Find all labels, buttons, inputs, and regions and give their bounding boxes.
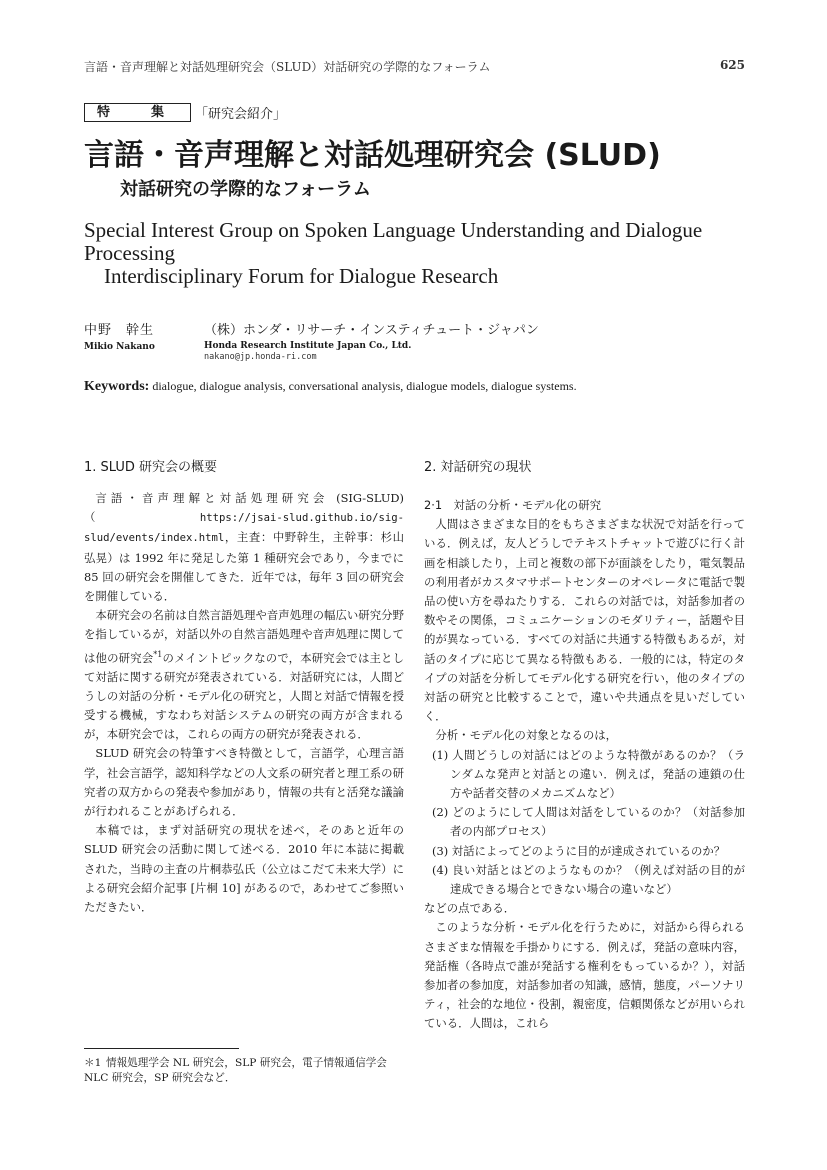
- paragraph: 人間はさまざまな目的をもちさまざまな状況で対話を行っている．例えば，友人どうしでテキストチャットで遊びに行く計画を相談したり，上司と複数の部下が面談をしたり，電気製品の利用者がカスタマサポートセンターのオペレータに電話で製品の使い方を尋ねたりする．これらの対話では，対話参加者の数やその関係，コミュニケーションのモダリティー，話題や目的が異なっている．すべての対話に共通する特徴もあるが，対話のタイプに応じて異なる特徴もある．一般的には，特定のタイプの対話を分析してモデル化する研究を行い，他のタイプの対話の研究と比較することで，違いや共通点を見いだしていく．: [424, 517, 745, 724]
- paragraph: SLUD 研究会の特筆すべき特徴として，言語学，心理言語学，社会言語学，認知科学などの人文系の研究者と理工系の研究者の双方からの発表や参加があり，情報の共有と活発な議論が行われることがあげられる．: [84, 746, 404, 819]
- footnote-text: 情報処理学会 NL 研究会，SLP 研究会，電子情報通信学会 NLC 研究会，SP 研究会など．: [84, 1057, 387, 1084]
- footnote-marker: *1: [153, 649, 163, 659]
- paragraph: [84, 606, 404, 744]
- text-span: のメイントピックなので，本研究会では主として対話に関する研究が発表されている．対話研究には，人間どうしの対話の分析・モデル化の研究と，人間と対話で情報を授受する機械，すなわち対話システムの研究の両方が含まれるが，本研究会では，これらの両方の研究が発表される．: [84, 650, 404, 742]
- feature-category: 「研究会紹介」: [195, 107, 287, 122]
- paragraph: [84, 489, 404, 606]
- title-english: [84, 219, 744, 288]
- subtitle-japanese: 対話研究の学際的なフォーラム: [120, 179, 371, 200]
- section-1-heading: 1. SLUD 研究会の概要: [84, 460, 218, 475]
- affiliation-english: Honda Research Institute Japan Co., Ltd.: [204, 341, 412, 351]
- column-right: [424, 496, 745, 1034]
- list-item: (2) どのようにして人間は対話をしているのか？（対話参加者の内部プロセス）: [432, 805, 745, 839]
- footnote-mark: ＊1: [84, 1057, 102, 1069]
- author-name-english: Mikio Nakano: [84, 342, 155, 352]
- text-span: ，主査：中野幹生，主幹事：杉山弘晃）は 1992 年に発足した第 1 種研究会であり，今までに 85 回の研究会を開催してきた．近年では，毎年 3 回の研究会を開催している．: [84, 530, 404, 604]
- feature-tag: [84, 103, 286, 122]
- feature-label: 特 集: [84, 103, 191, 122]
- keywords-text: dialogue, dialogue analysis, conversational analysis, dialogue models, dialogue systems.: [152, 379, 577, 393]
- title-english-sub: Interdisciplinary Forum for Dialogue Research: [104, 264, 499, 288]
- running-header: [84, 58, 745, 75]
- affiliation-japanese: （株）ホンダ・リサーチ・インスティチュート・ジャパン: [204, 323, 539, 338]
- paragraph: 分析・モデル化の対象となるのは，: [435, 728, 618, 743]
- url-link[interactable]: https://jsai-slud.github.io/sig-slud/events/index.html: [84, 512, 404, 545]
- footnote: [84, 1056, 404, 1086]
- page-number: 625: [719, 58, 745, 72]
- text-span: 本研究会の名前は自然言語処理や音声処理の幅広い研究分野を指しているが，対話以外の自然言語処理や音声処理に関しては他の研究会: [84, 608, 404, 665]
- running-title: 言語・音声理解と対話処理研究会（SLUD）対話研究の学際的なフォーラム: [84, 60, 491, 74]
- title-english-main: Special Interest Group on Spoken Language Understanding and Dialogue Processing: [84, 218, 703, 265]
- paragraph: などの点である．: [424, 901, 516, 916]
- list-item: (1) 人間どうしの対話にはどのような特徴があるのか？（ランダムな発声と対話との違い．例えば，発話の連鎖の仕方や話者交替のメカニズムなど）: [432, 747, 745, 801]
- paragraph: 本稿では，まず対話研究の現状を述べ，そのあと近年の SLUD 研究会の活動に関して述べる．2010 年に本誌に掲載された，当時の主査の片桐恭弘氏（公立はこだて未来大学）による研究会紹介記事 [片桐 10] があるので，あわせてご参照いただきたい．: [84, 823, 404, 915]
- column-left: [84, 489, 404, 917]
- subsection-heading: 2·1 対話の分析・モデル化の研究: [424, 498, 602, 512]
- text-span: 言語・音声理解と対話処理研究会 (SIG-SLUD)（: [84, 491, 404, 525]
- list-item: (3) 対話によってどのように目的が達成されているのか？: [432, 843, 726, 858]
- list-item: (4) 良い対話とはどのようなものか？（例えば対話の目的が達成できる場合とできない場合の違いなど）: [432, 862, 745, 897]
- author-name-japanese: 中野 幹生: [84, 323, 155, 338]
- keywords-label: Keywords:: [84, 379, 150, 394]
- author-email: nakano@jp.honda-ri.com: [204, 352, 317, 362]
- keywords: [84, 379, 577, 395]
- title-japanese: 言語・音声理解と対話処理研究会 (SLUD): [84, 138, 661, 173]
- section-2-heading: 2. 対話研究の現状: [424, 460, 532, 475]
- footnote-rule: [84, 1048, 239, 1049]
- paragraph: このような分析・モデル化を行うために，対話から得られるさまざまな情報を手掛かりにする．例えば，発話の意味内容，発話権（各時点で誰が発話する権利をもっているか？），対話参加者の参加度，対話参加者の知識，感情，態度，パーソナリティ，社会的な地位・役割，親密度，信頼関係などが用いられている．人間は，これら: [424, 920, 745, 1031]
